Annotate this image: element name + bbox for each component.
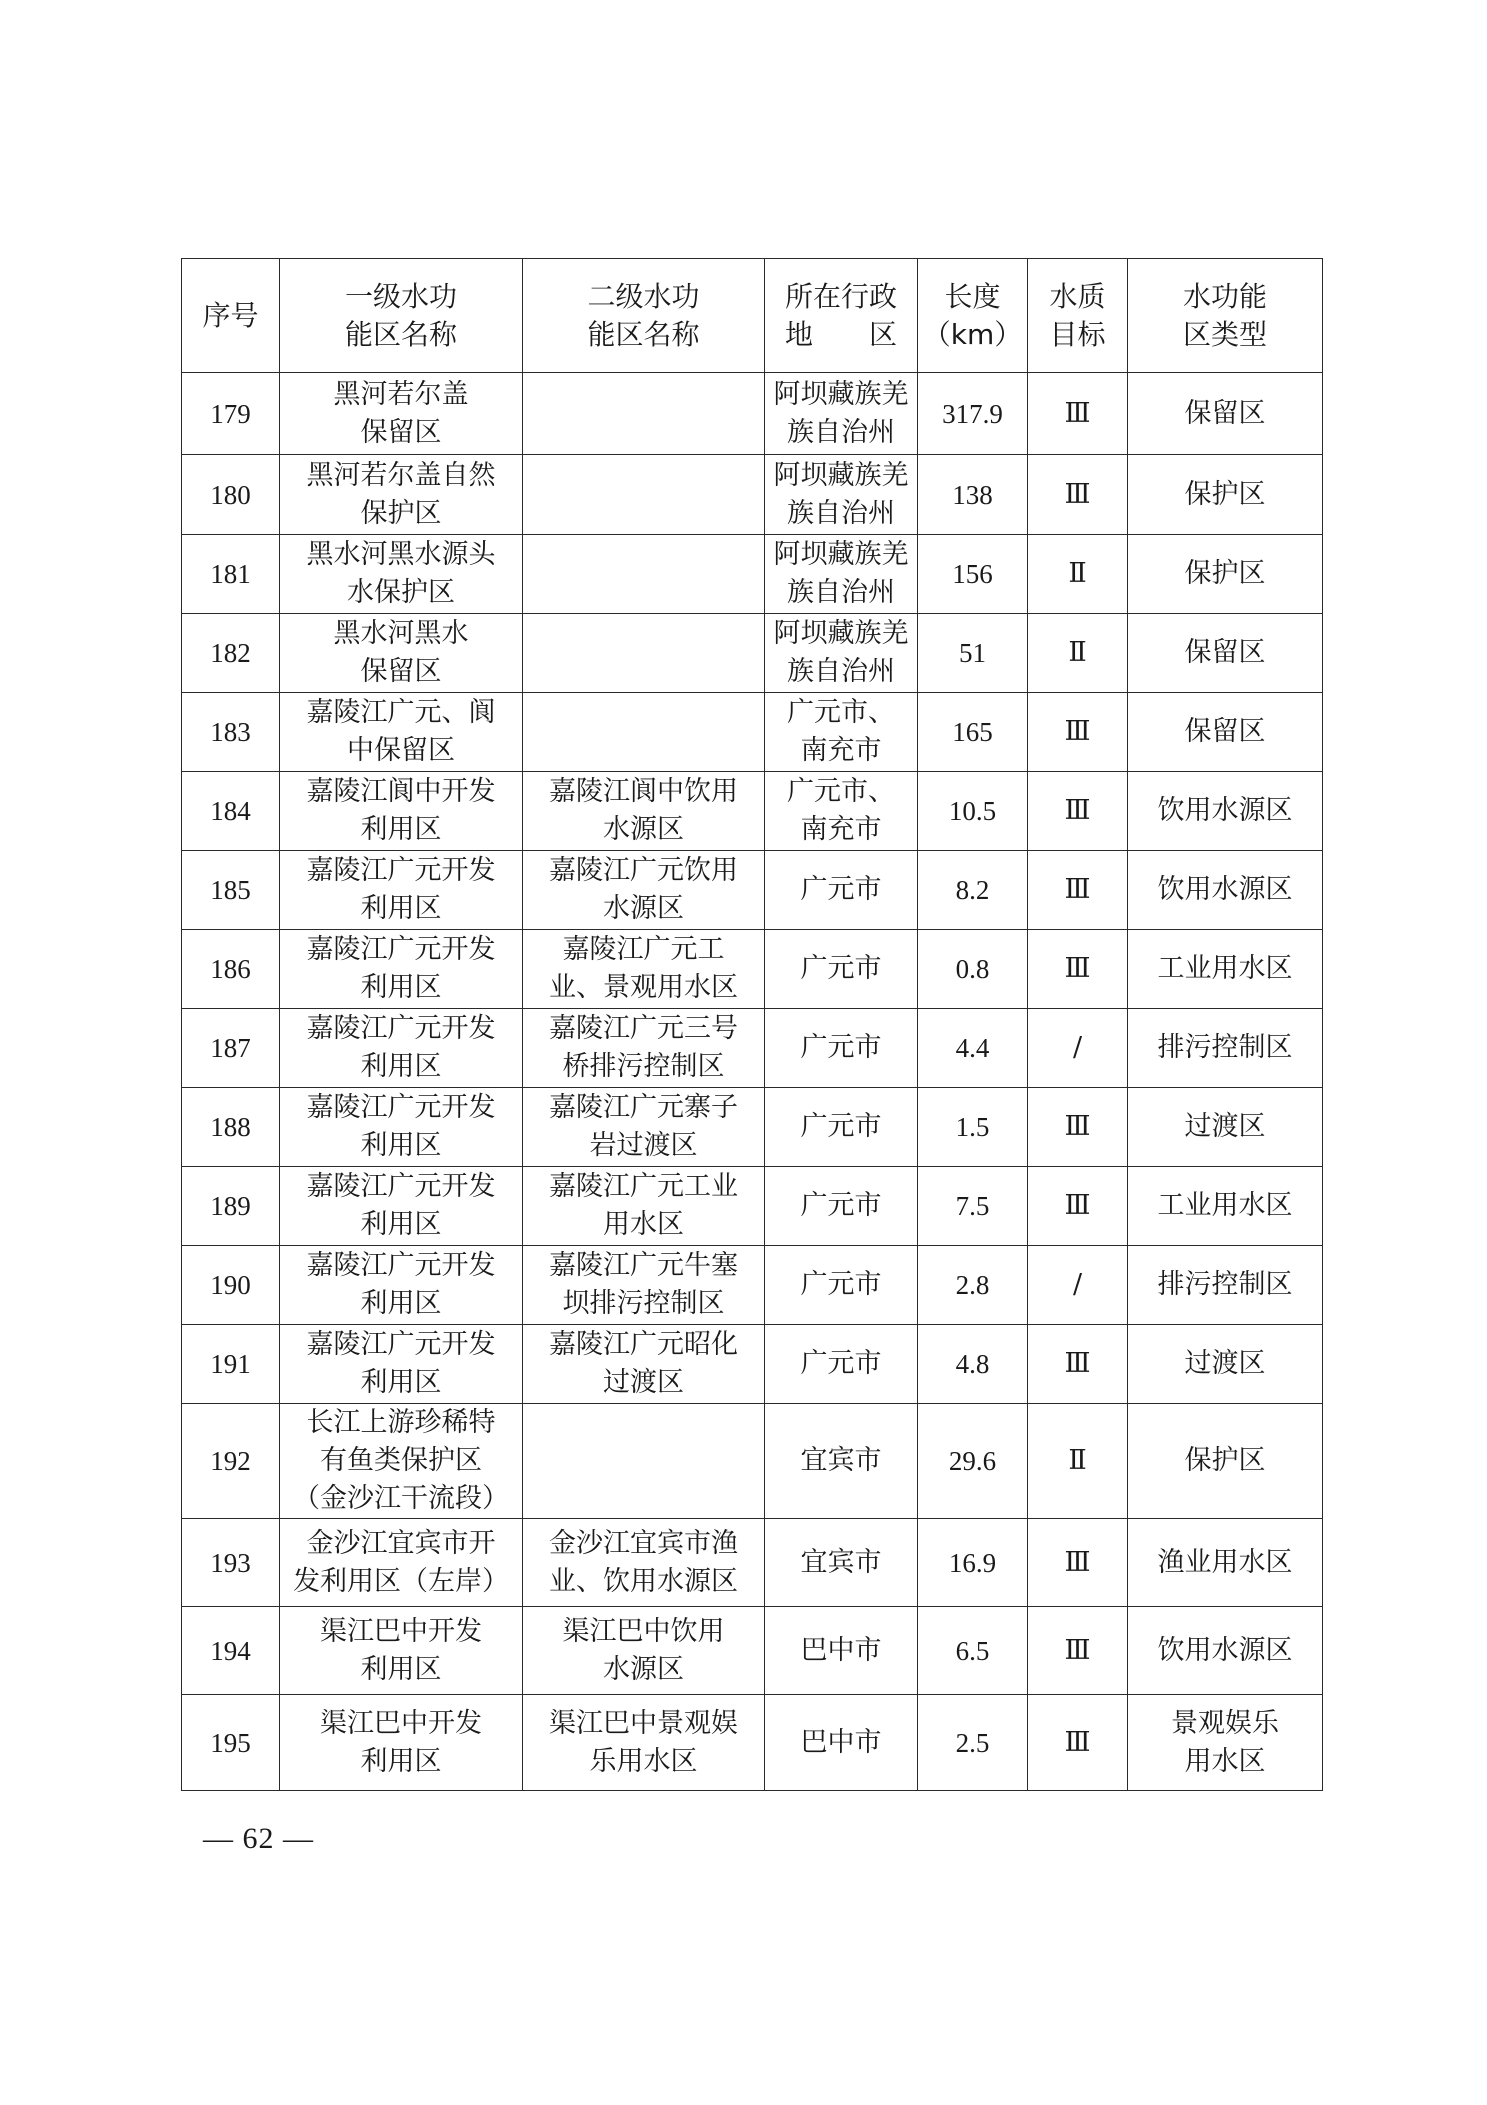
table-header-row	[182, 259, 1323, 373]
cell-secondary-zone	[523, 1404, 765, 1519]
table-row	[182, 1009, 1323, 1088]
table-row	[182, 930, 1323, 1009]
cell-primary-zone: 长江上游珍稀特 有鱼类保护区 （金沙江干流段）	[280, 1404, 523, 1519]
cell-length: 0.8	[918, 930, 1028, 1009]
table-row	[182, 1167, 1323, 1246]
cell-zone-type: 过渡区	[1128, 1325, 1323, 1404]
cell-primary-zone: 嘉陵江广元、阆 中保留区	[280, 693, 523, 772]
cell-admin-region: 阿坝藏族羌 族自治州	[765, 455, 918, 535]
table-row	[182, 1695, 1323, 1791]
cell-secondary-zone: 渠江巴中景观娱 乐用水区	[523, 1695, 765, 1791]
table-row	[182, 535, 1323, 614]
cell-admin-region: 广元市	[765, 851, 918, 930]
cell-admin-region: 阿坝藏族羌 族自治州	[765, 614, 918, 693]
cell-index: 185	[182, 851, 280, 930]
cell-length: 7.5	[918, 1167, 1028, 1246]
cell-index: 189	[182, 1167, 280, 1246]
cell-zone-type: 景观娱乐 用水区	[1128, 1695, 1323, 1791]
cell-water-quality-target: Ⅱ	[1028, 614, 1128, 693]
table-row	[182, 1088, 1323, 1167]
cell-secondary-zone: 嘉陵江广元工 业、景观用水区	[523, 930, 765, 1009]
table-row	[182, 1519, 1323, 1607]
cell-length: 138	[918, 455, 1028, 535]
cell-water-quality-target: Ⅲ	[1028, 772, 1128, 851]
cell-length: 51	[918, 614, 1028, 693]
cell-index: 187	[182, 1009, 280, 1088]
cell-water-quality-target: Ⅲ	[1028, 455, 1128, 535]
water-function-zone-table	[181, 258, 1323, 1791]
cell-length: 10.5	[918, 772, 1028, 851]
cell-admin-region: 广元市	[765, 1246, 918, 1325]
header-primary-zone: 一级水功 能区名称	[280, 259, 523, 373]
cell-length: 165	[918, 693, 1028, 772]
water-function-zone-table-container	[181, 258, 1322, 1791]
cell-zone-type: 保护区	[1128, 535, 1323, 614]
cell-zone-type: 排污控制区	[1128, 1246, 1323, 1325]
page-number: — 62 —	[203, 1822, 314, 1855]
cell-length: 1.5	[918, 1088, 1028, 1167]
cell-length: 2.8	[918, 1246, 1028, 1325]
cell-water-quality-target: Ⅲ	[1028, 373, 1128, 455]
cell-index: 190	[182, 1246, 280, 1325]
table-row	[182, 851, 1323, 930]
cell-water-quality-target: Ⅲ	[1028, 1695, 1128, 1791]
cell-admin-region: 广元市、 南充市	[765, 693, 918, 772]
cell-water-quality-target: /	[1028, 1009, 1128, 1088]
table-body	[182, 373, 1323, 1791]
table-row	[182, 455, 1323, 535]
header-secondary-zone: 二级水功 能区名称	[523, 259, 765, 373]
cell-index: 182	[182, 614, 280, 693]
cell-length: 156	[918, 535, 1028, 614]
cell-index: 183	[182, 693, 280, 772]
cell-admin-region: 广元市	[765, 1088, 918, 1167]
cell-water-quality-target: Ⅲ	[1028, 1607, 1128, 1695]
cell-index: 194	[182, 1607, 280, 1695]
cell-zone-type: 饮用水源区	[1128, 851, 1323, 930]
table-row	[182, 772, 1323, 851]
cell-zone-type: 饮用水源区	[1128, 1607, 1323, 1695]
cell-index: 192	[182, 1404, 280, 1519]
cell-water-quality-target: Ⅲ	[1028, 1167, 1128, 1246]
cell-admin-region: 巴中市	[765, 1695, 918, 1791]
cell-water-quality-target: Ⅱ	[1028, 535, 1128, 614]
cell-admin-region: 广元市	[765, 1325, 918, 1404]
cell-zone-type: 保留区	[1128, 614, 1323, 693]
cell-index: 195	[182, 1695, 280, 1791]
cell-length: 317.9	[918, 373, 1028, 455]
cell-admin-region: 宜宾市	[765, 1519, 918, 1607]
cell-zone-type: 保护区	[1128, 455, 1323, 535]
cell-index: 193	[182, 1519, 280, 1607]
cell-secondary-zone	[523, 693, 765, 772]
cell-index: 186	[182, 930, 280, 1009]
cell-primary-zone: 嘉陵江广元开发 利用区	[280, 930, 523, 1009]
cell-secondary-zone: 嘉陵江广元昭化 过渡区	[523, 1325, 765, 1404]
cell-water-quality-target: Ⅲ	[1028, 930, 1128, 1009]
cell-zone-type: 渔业用水区	[1128, 1519, 1323, 1607]
cell-admin-region: 阿坝藏族羌 族自治州	[765, 373, 918, 455]
cell-water-quality-target: Ⅲ	[1028, 1088, 1128, 1167]
cell-admin-region: 阿坝藏族羌 族自治州	[765, 535, 918, 614]
cell-primary-zone: 黑河若尔盖自然 保护区	[280, 455, 523, 535]
cell-admin-region: 广元市	[765, 930, 918, 1009]
cell-index: 188	[182, 1088, 280, 1167]
cell-primary-zone: 嘉陵江广元开发 利用区	[280, 851, 523, 930]
cell-index: 181	[182, 535, 280, 614]
cell-secondary-zone	[523, 535, 765, 614]
cell-zone-type: 保护区	[1128, 1404, 1323, 1519]
cell-secondary-zone	[523, 614, 765, 693]
cell-water-quality-target: /	[1028, 1246, 1128, 1325]
cell-secondary-zone	[523, 373, 765, 455]
cell-zone-type: 保留区	[1128, 373, 1323, 455]
cell-secondary-zone: 金沙江宜宾市渔 业、饮用水源区	[523, 1519, 765, 1607]
cell-primary-zone: 金沙江宜宾市开 发利用区（左岸）	[280, 1519, 523, 1607]
cell-primary-zone: 嘉陵江广元开发 利用区	[280, 1167, 523, 1246]
cell-primary-zone: 黑水河黑水 保留区	[280, 614, 523, 693]
header-index: 序号	[182, 259, 280, 373]
cell-primary-zone: 嘉陵江广元开发 利用区	[280, 1246, 523, 1325]
cell-index: 184	[182, 772, 280, 851]
cell-secondary-zone: 渠江巴中饮用 水源区	[523, 1607, 765, 1695]
cell-secondary-zone	[523, 455, 765, 535]
cell-primary-zone: 嘉陵江广元开发 利用区	[280, 1325, 523, 1404]
header-length: 长度 （km）	[918, 259, 1028, 373]
cell-primary-zone: 黑水河黑水源头 水保护区	[280, 535, 523, 614]
table-row	[182, 1246, 1323, 1325]
cell-admin-region: 巴中市	[765, 1607, 918, 1695]
cell-primary-zone: 嘉陵江广元开发 利用区	[280, 1009, 523, 1088]
table-row	[182, 1325, 1323, 1404]
cell-zone-type: 保留区	[1128, 693, 1323, 772]
table-row	[182, 614, 1323, 693]
cell-water-quality-target: Ⅲ	[1028, 693, 1128, 772]
cell-primary-zone: 嘉陵江广元开发 利用区	[280, 1088, 523, 1167]
cell-zone-type: 过渡区	[1128, 1088, 1323, 1167]
table-row	[182, 1404, 1323, 1519]
table-row	[182, 373, 1323, 455]
cell-admin-region: 宜宾市	[765, 1404, 918, 1519]
cell-primary-zone: 渠江巴中开发 利用区	[280, 1607, 523, 1695]
cell-water-quality-target: Ⅲ	[1028, 1519, 1128, 1607]
table-row	[182, 1607, 1323, 1695]
cell-primary-zone: 渠江巴中开发 利用区	[280, 1695, 523, 1791]
cell-water-quality-target: Ⅲ	[1028, 851, 1128, 930]
header-admin-region: 所在行政 地 区	[765, 259, 918, 373]
cell-admin-region: 广元市、 南充市	[765, 772, 918, 851]
cell-length: 16.9	[918, 1519, 1028, 1607]
cell-length: 8.2	[918, 851, 1028, 930]
cell-zone-type: 饮用水源区	[1128, 772, 1323, 851]
cell-zone-type: 工业用水区	[1128, 930, 1323, 1009]
cell-secondary-zone: 嘉陵江阆中饮用 水源区	[523, 772, 765, 851]
cell-length: 2.5	[918, 1695, 1028, 1791]
cell-secondary-zone: 嘉陵江广元饮用 水源区	[523, 851, 765, 930]
cell-index: 179	[182, 373, 280, 455]
cell-length: 4.8	[918, 1325, 1028, 1404]
cell-index: 180	[182, 455, 280, 535]
header-water-quality-target: 水质 目标	[1028, 259, 1128, 373]
cell-zone-type: 工业用水区	[1128, 1167, 1323, 1246]
table-row	[182, 693, 1323, 772]
cell-secondary-zone: 嘉陵江广元寨子 岩过渡区	[523, 1088, 765, 1167]
cell-zone-type: 排污控制区	[1128, 1009, 1323, 1088]
cell-length: 29.6	[918, 1404, 1028, 1519]
cell-secondary-zone: 嘉陵江广元工业 用水区	[523, 1167, 765, 1246]
header-zone-type: 水功能 区类型	[1128, 259, 1323, 373]
cell-length: 6.5	[918, 1607, 1028, 1695]
cell-secondary-zone: 嘉陵江广元牛塞 坝排污控制区	[523, 1246, 765, 1325]
cell-secondary-zone: 嘉陵江广元三号 桥排污控制区	[523, 1009, 765, 1088]
cell-water-quality-target: Ⅲ	[1028, 1325, 1128, 1404]
cell-admin-region: 广元市	[765, 1009, 918, 1088]
cell-primary-zone: 嘉陵江阆中开发 利用区	[280, 772, 523, 851]
cell-admin-region: 广元市	[765, 1167, 918, 1246]
cell-length: 4.4	[918, 1009, 1028, 1088]
cell-index: 191	[182, 1325, 280, 1404]
cell-primary-zone: 黑河若尔盖 保留区	[280, 373, 523, 455]
cell-water-quality-target: Ⅱ	[1028, 1404, 1128, 1519]
